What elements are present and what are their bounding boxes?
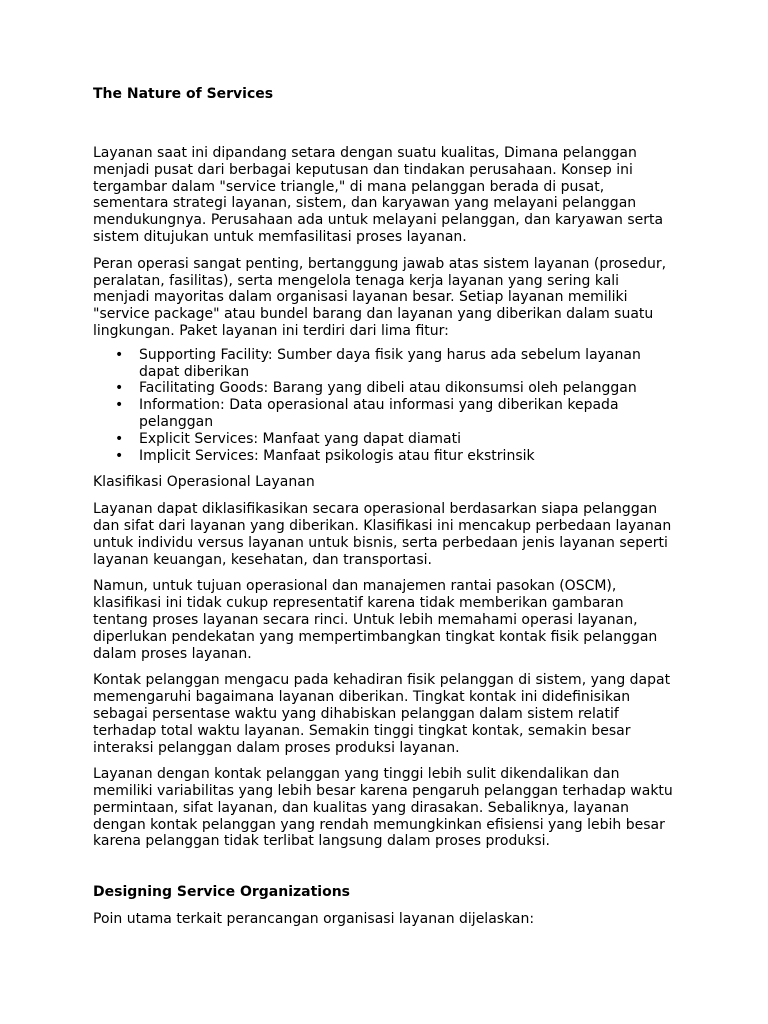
paragraph-oscm: Namun, untuk tujuan operasional dan manajemen rantai pasokan (OSCM), klasifikasi ini tidak cukup representatif karena tidak memberikan gambaran tentang proses layanan secara rinci. Untuk lebih memahami operasi layanan, diperlukan pendekatan yang mempertimbangkan tingkat kontak fisik pelanggan dalam proses layanan. xyxy=(93,578,658,662)
list-item-text: Information: Data operasional atau informasi yang diberikan kepada pelanggan xyxy=(139,397,619,430)
bullet-icon: • xyxy=(115,380,124,397)
section-subheading: Klasifikasi Operasional Layanan xyxy=(93,474,315,491)
bullet-icon: • xyxy=(115,346,124,363)
list-item xyxy=(115,430,676,448)
document-title: The Nature of Services xyxy=(93,86,274,102)
bullet-icon: • xyxy=(115,447,124,464)
list-item-text: Facilitating Goods: Barang yang dibeli atau dikonsumsi oleh pelanggan xyxy=(139,380,637,397)
list-item xyxy=(115,397,676,431)
list-item-text: Supporting Facility: Sumber daya fisik yang harus ada sebelum layanan dapat diberikan xyxy=(139,346,641,380)
list-item xyxy=(115,380,676,397)
list-item-text: Explicit Services: Manfaat yang dapat diamati xyxy=(139,430,461,447)
bullet-icon: • xyxy=(115,397,124,414)
service-package-feature-list xyxy=(93,347,676,465)
paragraph-classification: Layanan dapat diklasifikasikan secara operasional berdasarkan siapa pelanggan dan sifat dari layanan yang diberikan. Klasifikasi ini mencakup perbedaan layanan untuk individu versus layanan untuk bisnis, serta perbedaan jenis layanan seperti layanan keuangan, kesehatan, dan transportasi. xyxy=(93,501,672,568)
paragraph-design-intro: Poin utama terkait perancangan organisasi layanan dijelaskan: xyxy=(93,911,535,928)
paragraph-customer-contact: Kontak pelanggan mengacu pada kehadiran fisik pelanggan di sistem, yang dapat memengaruhi bagaimana layanan diberikan. Tingkat kontak ini didefinisikan sebagai persentase waktu yang dihabiskan pelanggan dalam sistem relatif terhadap total waktu layanan. Semakin tinggi tingkat kontak, semakin besar interaksi pelanggan dalam proses produksi layanan. xyxy=(93,672,671,756)
bullet-icon: • xyxy=(115,430,124,447)
section-heading: Designing Service Organizations xyxy=(93,884,351,901)
list-item-text: Implicit Services: Manfaat psikologis atau fitur ekstrinsik xyxy=(139,447,535,464)
paragraph-operations-role: Peran operasi sangat penting, bertanggung jawab atas sistem layanan (prosedur, peralatan, fasilitas), serta mengelola tenaga kerja layanan yang sering kali menjadi mayoritas dalam organisasi layanan besar. Setiap layanan memiliki "service package" atau bundel barang dan layanan yang diberikan dalam suatu lingkungan. Paket layanan ini terdiri dari lima fitur: xyxy=(93,255,667,339)
list-item xyxy=(115,447,676,465)
paragraph-service-triangle: Layanan saat ini dipandang setara dengan suatu kualitas, Dimana pelanggan menjadi pusat dari berbagai keputusan dan tindakan perusahaan. Konsep ini tergambar dalam "service triangle," di mana pelanggan berada di pusat, sementara strategi layanan, sistem, dan karyawan yang melayani pelanggan mendukungnya. Perusahaan ada untuk melayani pelanggan, dan karyawan serta sistem ditujukan untuk memfasilitasi proses layanan. xyxy=(93,145,664,245)
list-item xyxy=(115,346,676,381)
paragraph-high-low-contact: Layanan dengan kontak pelanggan yang tinggi lebih sulit dikendalikan dan memiliki variabilitas yang lebih besar karena pengaruh pelanggan terhadap waktu permintaan, sifat layanan, dan kualitas yang dirasakan. Sebaliknya, layanan dengan kontak pelanggan yang rendah memungkinkan efisiensi yang lebih besar karena pelanggan tidak terlibat langsung dalam proses produksi. xyxy=(93,766,673,850)
